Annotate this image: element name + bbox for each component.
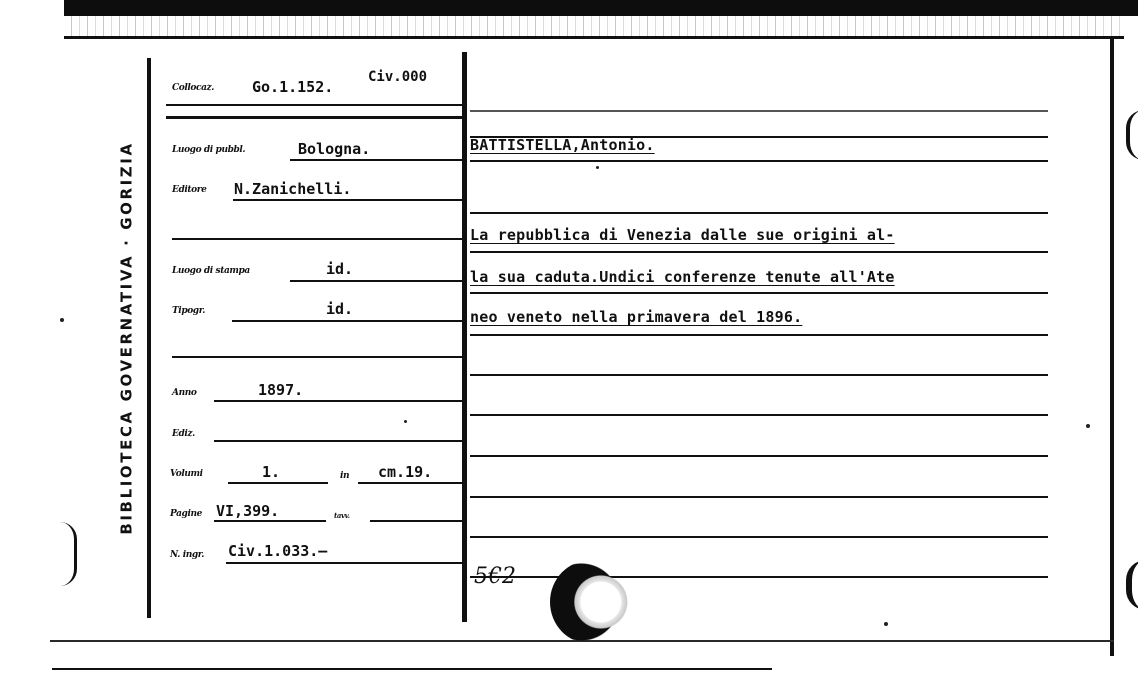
title-line-3: neo veneto nella primavera del 1896. xyxy=(470,308,803,326)
rule-right-9 xyxy=(470,455,1048,457)
rule-right-3 xyxy=(470,212,1048,214)
tipogr-label: Tipogr. xyxy=(172,306,205,316)
rule-pagine xyxy=(214,520,326,522)
rule-right-7 xyxy=(470,374,1048,376)
rule-formato xyxy=(358,482,462,484)
anno-value: 1897. xyxy=(258,381,304,399)
rule-ingresso xyxy=(226,562,462,564)
rule-blank-2 xyxy=(172,356,462,358)
pagine-value: VI,399. xyxy=(216,502,280,520)
formato-value: cm.19. xyxy=(378,463,433,481)
luogo-stampa-value: id. xyxy=(326,260,354,278)
speck xyxy=(404,420,407,423)
editore-value: N.Zanichelli. xyxy=(234,180,352,198)
rule-tavole xyxy=(370,520,462,522)
punch-hole xyxy=(550,560,632,644)
pagine-label: Pagine xyxy=(170,509,202,519)
ingresso-value: Civ.1.033.— xyxy=(228,542,328,560)
tavole-label: tavv. xyxy=(334,511,350,520)
speck xyxy=(60,318,64,322)
speck xyxy=(596,166,599,169)
top-frame-line xyxy=(64,36,1124,39)
rule-ediz xyxy=(214,440,462,442)
volumi-label: Volumi xyxy=(170,469,203,479)
rule-blank-1 xyxy=(172,238,462,240)
editore-label: Editore xyxy=(172,185,207,195)
rule-anno xyxy=(214,400,462,402)
rule-right-0 xyxy=(470,110,1048,112)
title-line-1: La repubblica di Venezia dalle sue origini al- xyxy=(470,226,895,244)
rule-right-6 xyxy=(470,334,1048,336)
top-noise-strip xyxy=(64,16,1124,36)
rule-right-11 xyxy=(470,536,1048,538)
author-heading: BATTISTELLA,Antonio. xyxy=(470,136,655,154)
tipogr-value: id. xyxy=(326,300,354,318)
library-stamp-text: BIBLIOTECA GOVERNATIVA · GORIZIA xyxy=(118,141,136,535)
collocazione-value: Go.1.152. xyxy=(252,78,334,96)
center-divider xyxy=(462,52,467,622)
luogo-pubbl-label: Luogo di pubbl. xyxy=(172,145,246,155)
rule-right-2 xyxy=(470,160,1048,162)
ingresso-label: N. ingr. xyxy=(170,550,205,560)
rule-right-4 xyxy=(470,251,1048,253)
rule-right-8 xyxy=(470,414,1048,416)
handwritten-note: 5€2 xyxy=(474,564,516,589)
rule-luogo-stampa xyxy=(290,280,462,282)
luogo-pubbl-value: Bologna. xyxy=(298,140,371,158)
ediz-label: Ediz. xyxy=(172,429,195,439)
right-edge-band xyxy=(1110,36,1114,656)
right-margin-bracket-top xyxy=(1126,110,1138,160)
top-edge-band xyxy=(64,0,1138,16)
bottom-edge-line xyxy=(52,668,772,670)
rule-editore xyxy=(233,199,462,201)
rule-right-5 xyxy=(470,292,1048,294)
volumi-value: 1. xyxy=(262,463,281,481)
library-stamp xyxy=(112,88,142,588)
in-label: in xyxy=(340,471,350,481)
title-line-2: la sua caduta.Undici conferenze tenute all'Ate xyxy=(470,268,895,286)
rule-tipogr xyxy=(232,320,462,322)
luogo-stampa-label: Luogo di stampa xyxy=(172,266,250,276)
speck xyxy=(1086,424,1090,428)
left-column-border xyxy=(147,58,151,618)
rule-collocazione-bottom xyxy=(166,116,462,119)
rule-right-10 xyxy=(470,496,1048,498)
rule-volumi xyxy=(228,482,328,484)
left-margin-bracket xyxy=(60,522,77,586)
speck xyxy=(884,622,888,626)
rule-luogo-pubbl xyxy=(290,159,462,161)
anno-label: Anno xyxy=(172,388,197,398)
collocazione-suffix: Civ.000 xyxy=(368,69,428,85)
right-margin-bracket xyxy=(1126,560,1138,610)
rule-collocazione-top xyxy=(166,104,462,106)
collocazione-label: Collocaz. xyxy=(172,83,214,93)
